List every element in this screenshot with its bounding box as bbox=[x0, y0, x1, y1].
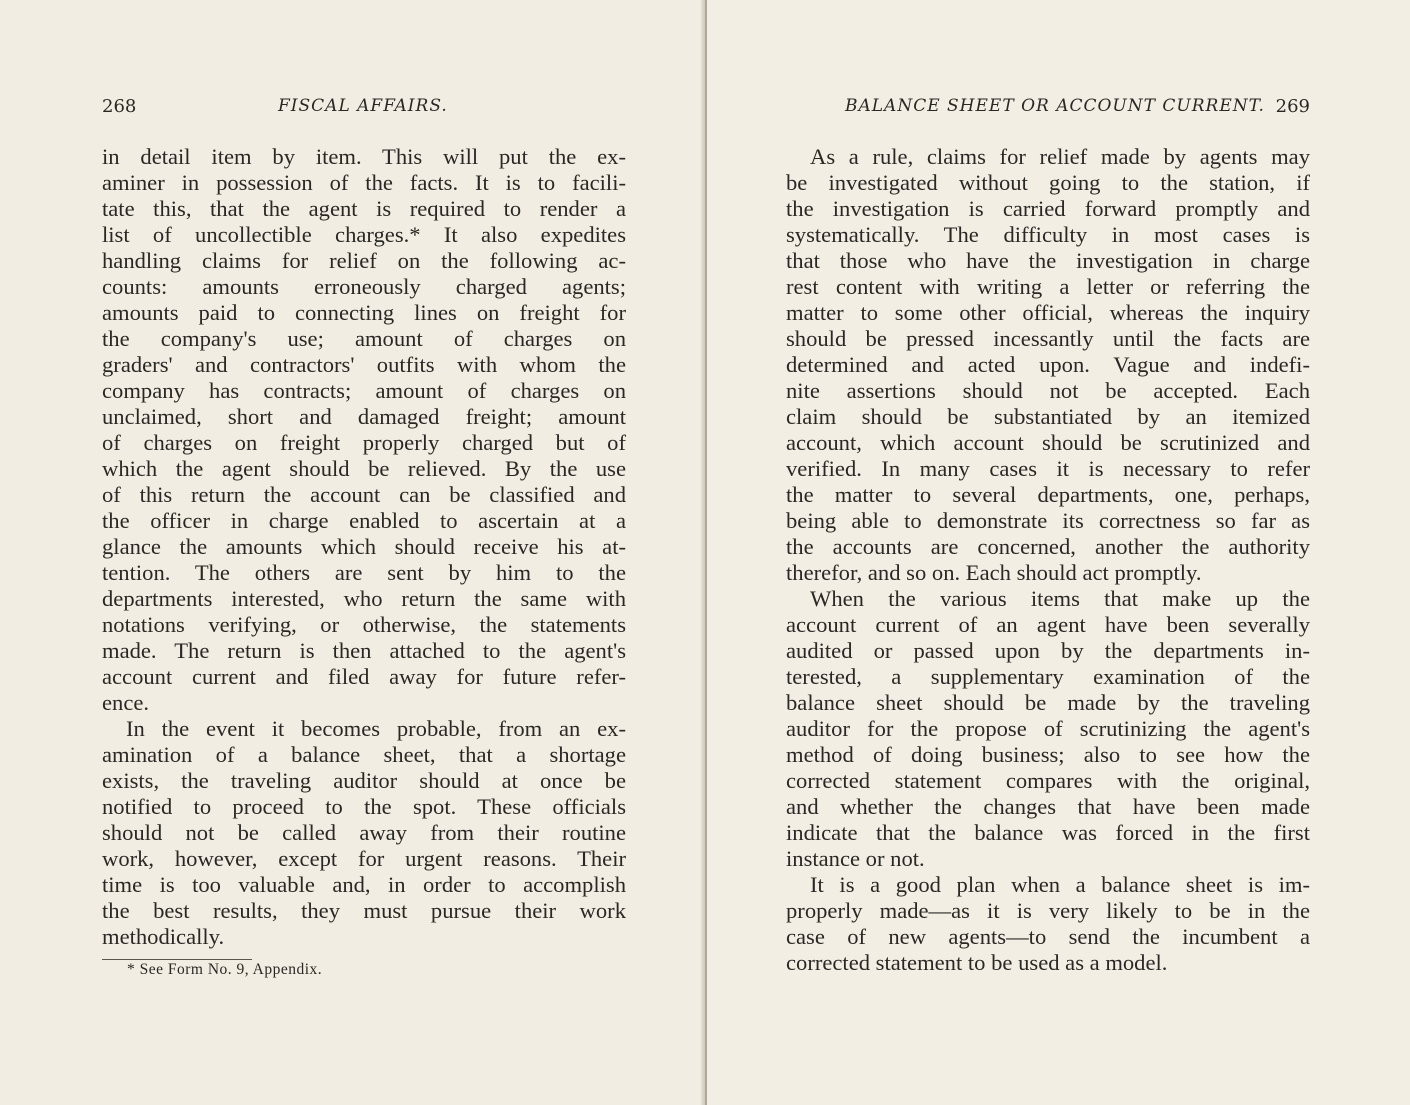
footnote-rule bbox=[102, 959, 252, 960]
text-line: systematically. The difficulty in most cases is bbox=[786, 222, 1310, 247]
text-line: counts: amounts erroneously charged agents; bbox=[102, 274, 626, 299]
text-line: In the event it becomes probable, from an ex- bbox=[126, 716, 626, 741]
text-line: of charges on freight properly charged but of bbox=[102, 430, 626, 455]
text-line: therefor, and so on. Each should act promptly. bbox=[786, 560, 1202, 585]
right-page bbox=[707, 0, 1410, 1105]
text-line: auditor for the propose of scrutinizing the agent's bbox=[786, 716, 1310, 741]
text-line: the matter to several departments, one, perhaps, bbox=[786, 482, 1310, 507]
text-line: tention. The others are sent by him to the bbox=[102, 560, 626, 585]
text-line: work, however, except for urgent reasons. Their bbox=[102, 846, 626, 871]
text-line: amination of a balance sheet, that a shortage bbox=[102, 742, 626, 767]
text-line: should be pressed incessantly until the facts are bbox=[786, 326, 1310, 351]
left-running-head: FISCAL AFFAIRS. bbox=[278, 96, 448, 116]
text-line: which the agent should be relieved. By the use bbox=[102, 456, 626, 481]
text-line: determined and acted upon. Vague and indefi- bbox=[786, 352, 1310, 377]
left-page-number: 268 bbox=[102, 96, 137, 117]
text-line: of this return the account can be classified and bbox=[102, 482, 626, 507]
text-line: As a rule, claims for relief made by agents may bbox=[810, 144, 1310, 169]
text-line: the best results, they must pursue their work bbox=[102, 898, 626, 923]
footnote: * See Form No. 9, Appendix. bbox=[127, 961, 323, 978]
text-line: glance the amounts which should receive his at- bbox=[102, 534, 626, 559]
text-line: that those who have the investigation in charge bbox=[786, 248, 1310, 273]
text-line: should not be called away from their routine bbox=[102, 820, 626, 845]
text-line: made. The return is then attached to the agent's bbox=[102, 638, 626, 663]
text-line: unclaimed, short and damaged freight; amount bbox=[102, 404, 626, 429]
text-line: and whether the changes that have been made bbox=[786, 794, 1310, 819]
left-page-body bbox=[102, 144, 626, 950]
text-line: corrected statement to be used as a model. bbox=[786, 950, 1168, 975]
text-line: amounts paid to connecting lines on freight for bbox=[102, 300, 626, 325]
text-line: company has contracts; amount of charges on bbox=[102, 378, 626, 403]
text-line: When the various items that make up the bbox=[810, 586, 1310, 611]
text-line: the investigation is carried forward promptly and bbox=[786, 196, 1310, 221]
text-line: notations verifying, or otherwise, the statements bbox=[102, 612, 626, 637]
text-line: account current of an agent have been severally bbox=[786, 612, 1310, 637]
text-line: claim should be substantiated by an itemized bbox=[786, 404, 1310, 429]
text-line: case of new agents—to send the incumbent a bbox=[786, 924, 1310, 949]
text-line: being able to demonstrate its correctness so far as bbox=[786, 508, 1310, 533]
text-line: properly made—as it is very likely to be in the bbox=[786, 898, 1310, 923]
text-line: in detail item by item. This will put the ex- bbox=[102, 144, 626, 169]
text-line: nite assertions should not be accepted. Each bbox=[786, 378, 1310, 403]
right-page-number: 269 bbox=[1275, 96, 1310, 117]
right-page-header bbox=[786, 96, 1310, 126]
text-line: tate this, that the agent is required to render a bbox=[102, 196, 626, 221]
right-page-body bbox=[786, 144, 1310, 976]
text-line: account current and filed away for future refer- bbox=[102, 664, 626, 689]
text-line: methodically. bbox=[102, 924, 225, 949]
text-line: balance sheet should be made by the traveling bbox=[786, 690, 1310, 715]
text-line: matter to some other official, whereas the inquiry bbox=[786, 300, 1310, 325]
left-page-header bbox=[102, 96, 626, 126]
text-line: rest content with writing a letter or referring the bbox=[786, 274, 1310, 299]
text-line: It is a good plan when a balance sheet is im- bbox=[810, 872, 1310, 897]
text-line: audited or passed upon by the departments in- bbox=[786, 638, 1310, 663]
text-line: terested, a supplementary examination of the bbox=[786, 664, 1310, 689]
text-line: time is too valuable and, in order to accomplish bbox=[102, 872, 626, 897]
text-line: verified. In many cases it is necessary to refer bbox=[786, 456, 1310, 481]
text-line: account, which account should be scrutinized and bbox=[786, 430, 1310, 455]
text-line: aminer in possession of the facts. It is to facili- bbox=[102, 170, 626, 195]
text-line: instance or not. bbox=[786, 846, 925, 871]
text-line: departments interested, who return the same with bbox=[102, 586, 626, 611]
text-line: the company's use; amount of charges on bbox=[102, 326, 626, 351]
text-line: indicate that the balance was forced in the first bbox=[786, 820, 1310, 845]
text-line: list of uncollectible charges.* It also expedites bbox=[102, 222, 626, 247]
text-line: exists, the traveling auditor should at once be bbox=[102, 768, 626, 793]
right-running-head: BALANCE SHEET OR ACCOUNT CURRENT. bbox=[845, 96, 1265, 116]
text-line: handling claims for relief on the following ac- bbox=[102, 248, 626, 273]
text-line: method of doing business; also to see how the bbox=[786, 742, 1310, 767]
text-line: the officer in charge enabled to ascertain at a bbox=[102, 508, 626, 533]
text-line: graders' and contractors' outfits with whom the bbox=[102, 352, 626, 377]
text-line: notified to proceed to the spot. These officials bbox=[102, 794, 626, 819]
text-line: corrected statement compares with the original, bbox=[786, 768, 1310, 793]
text-line: be investigated without going to the station, if bbox=[786, 170, 1310, 195]
text-line: the accounts are concerned, another the authority bbox=[786, 534, 1310, 559]
text-line: ence. bbox=[102, 690, 150, 715]
